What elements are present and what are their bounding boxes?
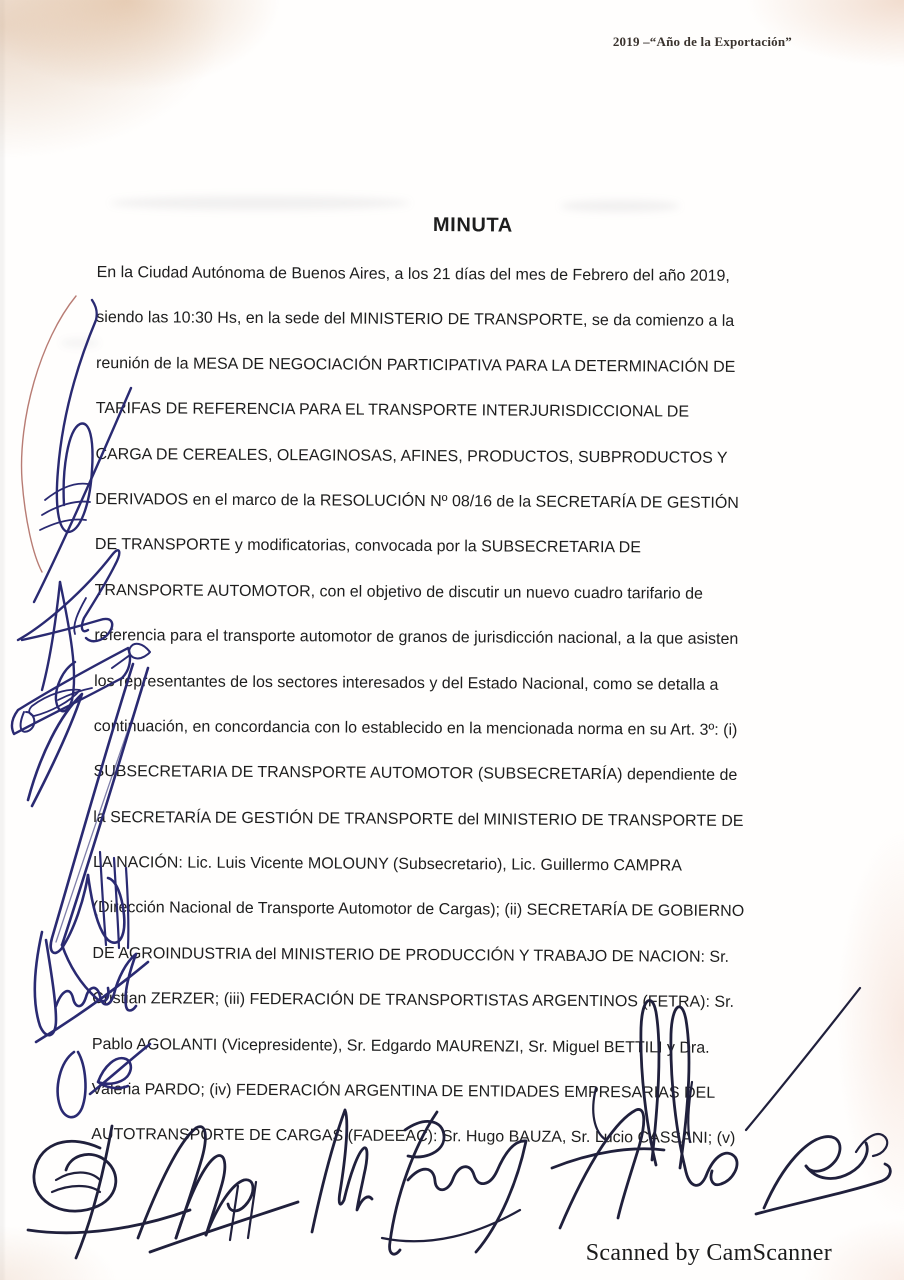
- body-line: En la Ciudad Autónoma de Buenos Aires, a los 21 días del mes de Febrero del año 2019,: [96, 263, 730, 285]
- body-line: (Dirección Nacional de Transporte Automotor de Cargas); (ii) SECRETARÍA DE GOBIERNO: [92, 899, 745, 921]
- body-line: continuación, en concordancia con lo establecido en la mencionada norma en su Art. 3º: (i): [93, 717, 738, 739]
- body-line: Cristian ZERZER; (iii) FEDERACIÓN DE TRANSPORTISTAS ARGENTINOS (FETRA): Sr.: [92, 990, 735, 1012]
- body-line: los representantes de los sectores interesados y del Estado Nacional, como se detalla a: [94, 672, 719, 694]
- body-line: DE TRANSPORTE y modificatorias, convocada por la SUBSECRETARIA DE: [94, 536, 641, 557]
- red-pen-stroke: [22, 296, 76, 572]
- page-title: MINUTA: [432, 214, 513, 237]
- year-motto-note: 2019 –“Año de la Exportación”: [612, 34, 792, 49]
- body-line: DERIVADOS en el marco de la RESOLUCIÓN Nº 08/16 de la SECRETARÍA DE GESTIÓN: [95, 490, 739, 512]
- body-line: reunión de la MESA DE NEGOCIACIÓN PARTICIPATIVA PARA LA DETERMINACIÓN DE: [95, 354, 736, 376]
- document-body: [91, 206, 849, 1162]
- body-line: TARIFAS DE REFERENCIA PARA EL TRANSPORTE INTERJURISDICCIONAL DE: [95, 400, 690, 421]
- body-line: LA NACIÓN: Lic. Luis Vicente MOLOUNY (Subsecretario), Lic. Guillermo CAMPRA: [92, 854, 682, 875]
- body-line: Valeria PARDO; (iv) FEDERACIÓN ARGENTINA DE ENTIDADES EMPRESARIAS DEL: [91, 1081, 716, 1102]
- body-line: CARGA DE CEREALES, OLEAGINOSAS, AFINES, PRODUCTOS, SUBPRODUCTOS Y: [95, 445, 728, 467]
- body-line: DE AGROINDUSTRIA del MINISTERIO DE PRODUCCIÓN Y TRABAJO DE NACION: Sr.: [92, 944, 730, 966]
- scan-smudge: [60, 338, 100, 348]
- camscanner-watermark: Scanned by CamScanner: [585, 1240, 832, 1266]
- body-line: Pablo AGOLANTI (Vicepresidente), Sr. Edgardo MAURENZI, Sr. Miguel BETTILI y Dra.: [91, 1035, 710, 1057]
- body-line: AUTOTRANSPORTE DE CARGAS (FADEEAC): Sr. Hugo BAUZA, Sr. Lucio CASSANI; (v): [91, 1126, 736, 1148]
- body-line: referencia para el transporte automotor de granos de jurisdicción nacional, a la que asisten: [94, 627, 739, 649]
- body-line: TRANSPORTE AUTOMOTOR, con el objetivo de discutir un nuevo cuadro tarifario de: [94, 581, 703, 603]
- body-line: siendo las 10:30 Hs, en la sede del MINISTERIO DE TRANSPORTE, se da comienzo a la: [96, 309, 735, 331]
- body-line: la SECRETARÍA DE GESTIÓN DE TRANSPORTE del MINISTERIO DE TRANSPORTE DE: [93, 808, 744, 830]
- body-line: SUBSECRETARIA DE TRANSPORTE AUTOMOTOR (SUBSECRETARÍA) dependiente de: [93, 763, 738, 785]
